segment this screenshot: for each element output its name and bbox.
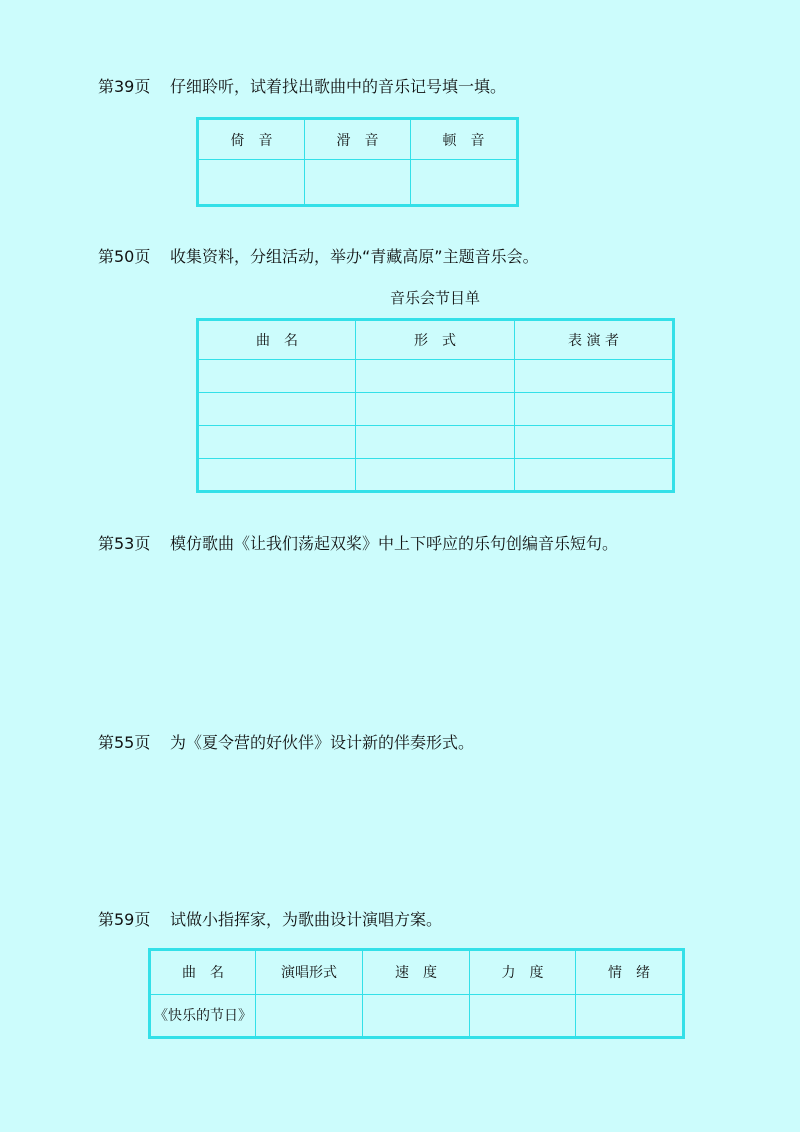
page-ref: 第50页 bbox=[98, 247, 151, 266]
program-table bbox=[196, 318, 675, 493]
answer-cell[interactable] bbox=[198, 426, 356, 459]
answer-cell[interactable] bbox=[256, 994, 363, 1038]
answer-cell[interactable] bbox=[198, 393, 356, 426]
question-55 bbox=[98, 733, 474, 753]
page-ref: 第39页 bbox=[98, 77, 151, 96]
header-cell: 速 度 bbox=[363, 950, 470, 995]
answer-cell[interactable] bbox=[198, 459, 356, 492]
question-53 bbox=[98, 534, 618, 554]
answer-cell[interactable] bbox=[356, 393, 515, 426]
answer-cell[interactable] bbox=[515, 360, 674, 393]
page-ref: 第55页 bbox=[98, 733, 151, 752]
table-caption: 音乐会节目单 bbox=[389, 289, 480, 307]
answer-cell[interactable] bbox=[470, 994, 576, 1038]
question-50 bbox=[98, 247, 539, 267]
answer-cell[interactable] bbox=[411, 160, 518, 206]
notation-table bbox=[196, 117, 519, 207]
question-text: 仔细聆听，试着找出歌曲中的音乐记号填一填。 bbox=[170, 77, 507, 96]
header-cell: 形 式 bbox=[356, 320, 515, 360]
answer-cell[interactable] bbox=[515, 426, 674, 459]
page-ref: 第59页 bbox=[98, 910, 151, 929]
question-39 bbox=[98, 77, 506, 97]
question-text: 模仿歌曲《让我们荡起双桨》中上下呼应的乐句创编音乐短句。 bbox=[170, 534, 619, 553]
answer-cell[interactable] bbox=[305, 160, 411, 206]
question-text: 试做小指挥家，为歌曲设计演唱方案。 bbox=[170, 910, 443, 929]
question-text: 为《夏令营的好伙伴》设计新的伴奏形式。 bbox=[170, 733, 475, 752]
page-ref: 第53页 bbox=[98, 534, 151, 553]
header-cell: 滑 音 bbox=[305, 119, 411, 160]
answer-cell[interactable] bbox=[363, 994, 470, 1038]
answer-cell[interactable] bbox=[515, 459, 674, 492]
performance-plan-table bbox=[148, 948, 685, 1039]
header-cell: 曲 名 bbox=[150, 950, 256, 995]
question-text: 收集资料，分组活动，举办“青藏高原”主题音乐会。 bbox=[170, 247, 539, 266]
header-cell: 演唱形式 bbox=[256, 950, 363, 995]
answer-cell[interactable] bbox=[198, 160, 305, 206]
header-cell: 顿 音 bbox=[411, 119, 518, 160]
header-cell: 曲 名 bbox=[198, 320, 356, 360]
answer-cell[interactable] bbox=[356, 360, 515, 393]
answer-cell[interactable] bbox=[356, 426, 515, 459]
answer-cell[interactable] bbox=[576, 994, 684, 1038]
answer-cell[interactable] bbox=[198, 360, 356, 393]
answer-cell[interactable] bbox=[356, 459, 515, 492]
question-59 bbox=[98, 910, 442, 930]
header-cell: 力 度 bbox=[470, 950, 576, 995]
answer-cell[interactable] bbox=[515, 393, 674, 426]
header-cell: 倚 音 bbox=[198, 119, 305, 160]
header-cell: 情 绪 bbox=[576, 950, 684, 995]
header-cell: 表 演 者 bbox=[515, 320, 674, 360]
song-name-cell: 《快乐的节日》 bbox=[150, 994, 256, 1038]
